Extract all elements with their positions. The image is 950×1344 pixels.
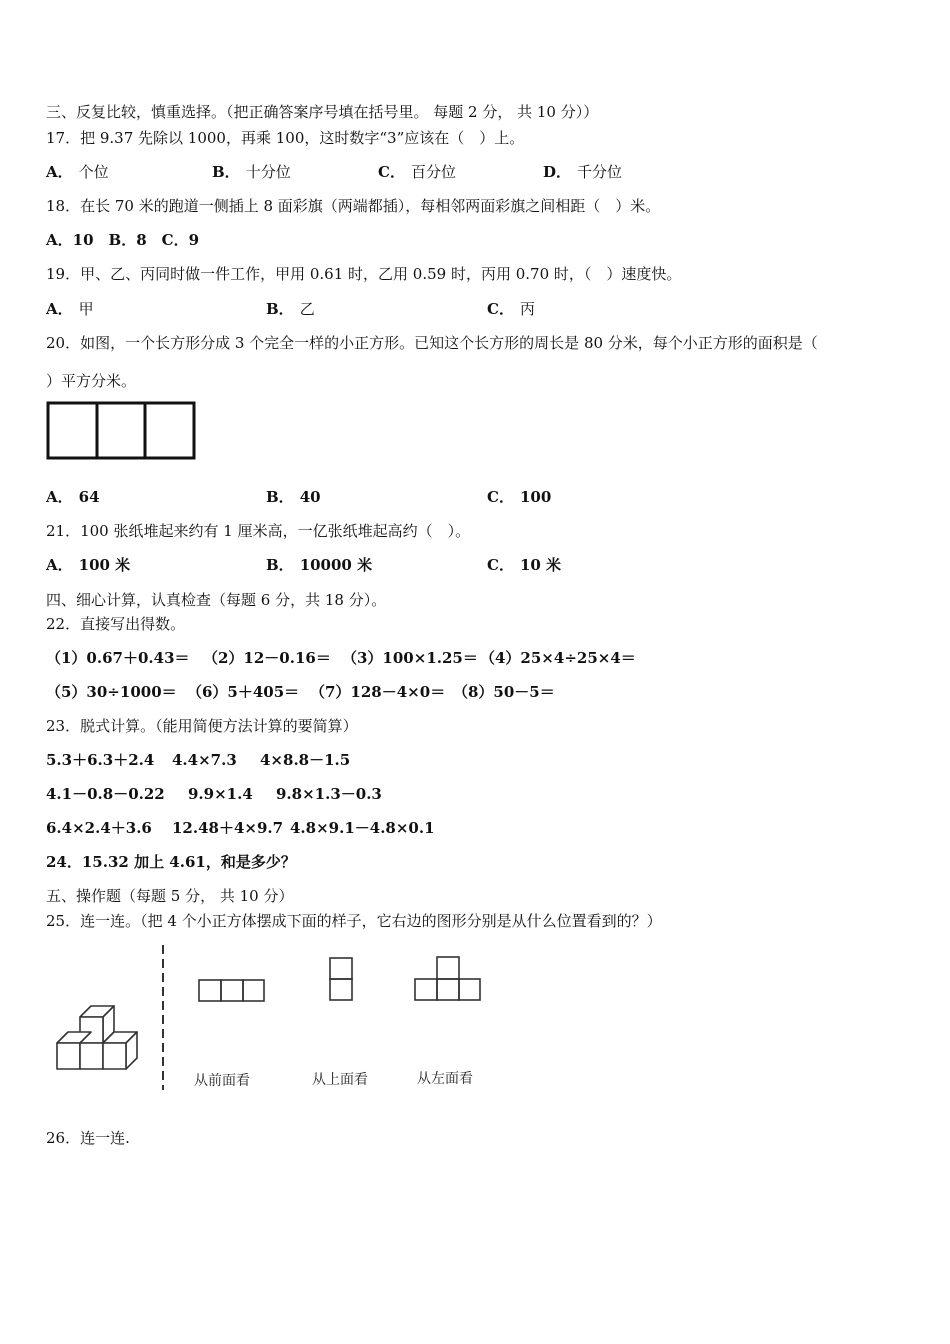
q23-expression: 4.1－0.8－0.22 xyxy=(46,785,165,803)
q22-stem: 22．直接写出得数。 xyxy=(46,615,186,633)
option-label: C． xyxy=(487,556,514,574)
q21-option-b[interactable] xyxy=(266,555,372,575)
option-label: C． xyxy=(378,163,405,181)
q21-option-a[interactable] xyxy=(46,555,130,575)
option-text: 10000 米 xyxy=(299,556,373,574)
q24-stem: 24．15.32 加上 4.61，和是多少？ xyxy=(46,853,296,871)
dashed-divider xyxy=(158,945,168,1090)
option-text: 100 xyxy=(519,488,552,506)
option-text: 40 xyxy=(299,488,321,506)
option-text: 千分位 xyxy=(577,163,623,181)
view-square xyxy=(199,980,221,1001)
q22-item: （8）50－5＝ xyxy=(453,683,555,701)
caption-front-view[interactable]: 从前面看 xyxy=(194,1073,250,1089)
option-text: 10 米 xyxy=(519,556,562,574)
q20-stem-line2: ）平方分米。 xyxy=(46,372,137,390)
q20-option-c[interactable] xyxy=(487,487,551,507)
option-text: 个位 xyxy=(78,163,109,181)
view-square xyxy=(330,979,352,1000)
q20-stem-line1: 20．如图，一个长方形分成 3 个完全一样的小正方形。已知这个长方形的周长是 80 分米，每个小正方形的面积是（ xyxy=(46,334,818,352)
q22-item: （5）30÷1000＝ xyxy=(46,683,177,701)
cube-face xyxy=(57,1043,80,1069)
option-text: 100 米 xyxy=(78,556,131,574)
front-view-figure[interactable] xyxy=(196,978,268,1004)
three-squares-figure xyxy=(46,401,198,461)
option-label: A． xyxy=(46,488,73,506)
q23-expression: 4.4×7.3 xyxy=(172,751,237,769)
q23-expression: 5.3＋6.3＋2.4 xyxy=(46,751,155,769)
view-square xyxy=(437,957,459,979)
option-label: B． xyxy=(266,556,294,574)
q23-expression: 9.9×1.4 xyxy=(188,785,253,803)
option-text: 百分位 xyxy=(410,163,456,181)
option-label: D． xyxy=(543,163,572,181)
q22-item: （2）12－0.16＝ xyxy=(203,649,331,667)
top-view-figure[interactable] xyxy=(327,956,355,1004)
q22-item: （4）25×4÷25×4＝ xyxy=(480,649,636,667)
cube-stack-figure xyxy=(52,995,152,1075)
q25-stem: 25．连一连。（把 4 个小正方体摆成下面的样子，它右边的图形分别是从什么位置看到的？） xyxy=(46,912,662,930)
q19-option-b[interactable] xyxy=(266,299,315,319)
q23-expression: 4×8.8－1.5 xyxy=(260,751,351,769)
option-label: A． xyxy=(46,300,73,318)
q18-options[interactable]: A．10 B．8 C．9 xyxy=(46,231,200,249)
option-text: 甲 xyxy=(78,300,94,318)
q22-item: （7）128－4×0＝ xyxy=(310,683,446,701)
view-square xyxy=(437,979,459,1000)
option-text: 丙 xyxy=(519,300,535,318)
caption-top-view[interactable]: 从上面看 xyxy=(312,1072,368,1088)
view-square xyxy=(330,958,352,979)
q23-expression: 9.8×1.3－0.3 xyxy=(276,785,382,803)
q19-option-a[interactable] xyxy=(46,299,94,319)
q22-item: （6）5＋405＝ xyxy=(187,683,300,701)
section5-heading: 五、操作题（每题 5 分， 共 10 分） xyxy=(46,887,294,905)
q19-option-c[interactable] xyxy=(487,299,535,319)
view-square xyxy=(415,979,437,1000)
q20-option-a[interactable] xyxy=(46,487,100,507)
q17-option-d[interactable] xyxy=(543,162,622,182)
option-label: B． xyxy=(212,163,240,181)
view-square xyxy=(243,980,264,1001)
q17-option-b[interactable] xyxy=(212,162,291,182)
section3-heading: 三、反复比较，慎重选择。（把正确答案序号填在括号里。 每题 2 分， 共 10 分）） xyxy=(46,103,599,121)
option-label: C． xyxy=(487,488,514,506)
q22-item: （1）0.67＋0.43＝ xyxy=(46,649,190,667)
q23-stem: 23．脱式计算。（能用简便方法计算的要简算） xyxy=(46,717,358,735)
q23-expression: 12.48＋4×9.7 xyxy=(172,819,284,837)
q21-option-c[interactable] xyxy=(487,555,561,575)
option-label: C． xyxy=(487,300,514,318)
left-view-figure[interactable] xyxy=(412,955,484,1003)
option-text: 64 xyxy=(78,488,100,506)
option-label: B． xyxy=(266,488,294,506)
q26-stem: 26．连一连. xyxy=(46,1129,130,1147)
q18-stem: 18．在长 70 米的跑道一侧插上 8 面彩旗（两端都插），每相邻两面彩旗之间相距（ ）米。 xyxy=(46,197,661,215)
option-label: A． xyxy=(46,163,73,181)
view-square xyxy=(459,979,480,1000)
cube-face xyxy=(80,1043,103,1069)
rectangle-outline xyxy=(48,403,194,458)
option-text: 十分位 xyxy=(245,163,291,181)
q22-item: （3）100×1.25＝ xyxy=(342,649,478,667)
section4-heading: 四、细心计算，认真检查（每题 6 分，共 18 分）。 xyxy=(46,591,387,609)
q20-option-b[interactable] xyxy=(266,487,321,507)
option-label: B． xyxy=(266,300,294,318)
option-text: 乙 xyxy=(299,300,315,318)
caption-left-view[interactable]: 从左面看 xyxy=(417,1071,473,1087)
q17-stem: 17．把 9.37 先除以 1000，再乘 100，这时数字“3”应该在（ ）上。 xyxy=(46,129,525,147)
option-label: A． xyxy=(46,556,73,574)
q23-expression: 4.8×9.1－4.8×0.1 xyxy=(290,819,435,837)
q19-stem: 19．甲、乙、丙同时做一件工作，甲用 0.61 时，乙用 0.59 时，丙用 0.70 时，（ ）速度快。 xyxy=(46,265,682,283)
q21-stem: 21．100 张纸堆起来约有 1 厘米高，一亿张纸堆起高约（ ）。 xyxy=(46,522,471,540)
cube-face xyxy=(103,1043,126,1069)
q17-option-c[interactable] xyxy=(378,162,456,182)
q23-expression: 6.4×2.4＋3.6 xyxy=(46,819,152,837)
q17-option-a[interactable] xyxy=(46,162,109,182)
view-square xyxy=(221,980,243,1001)
